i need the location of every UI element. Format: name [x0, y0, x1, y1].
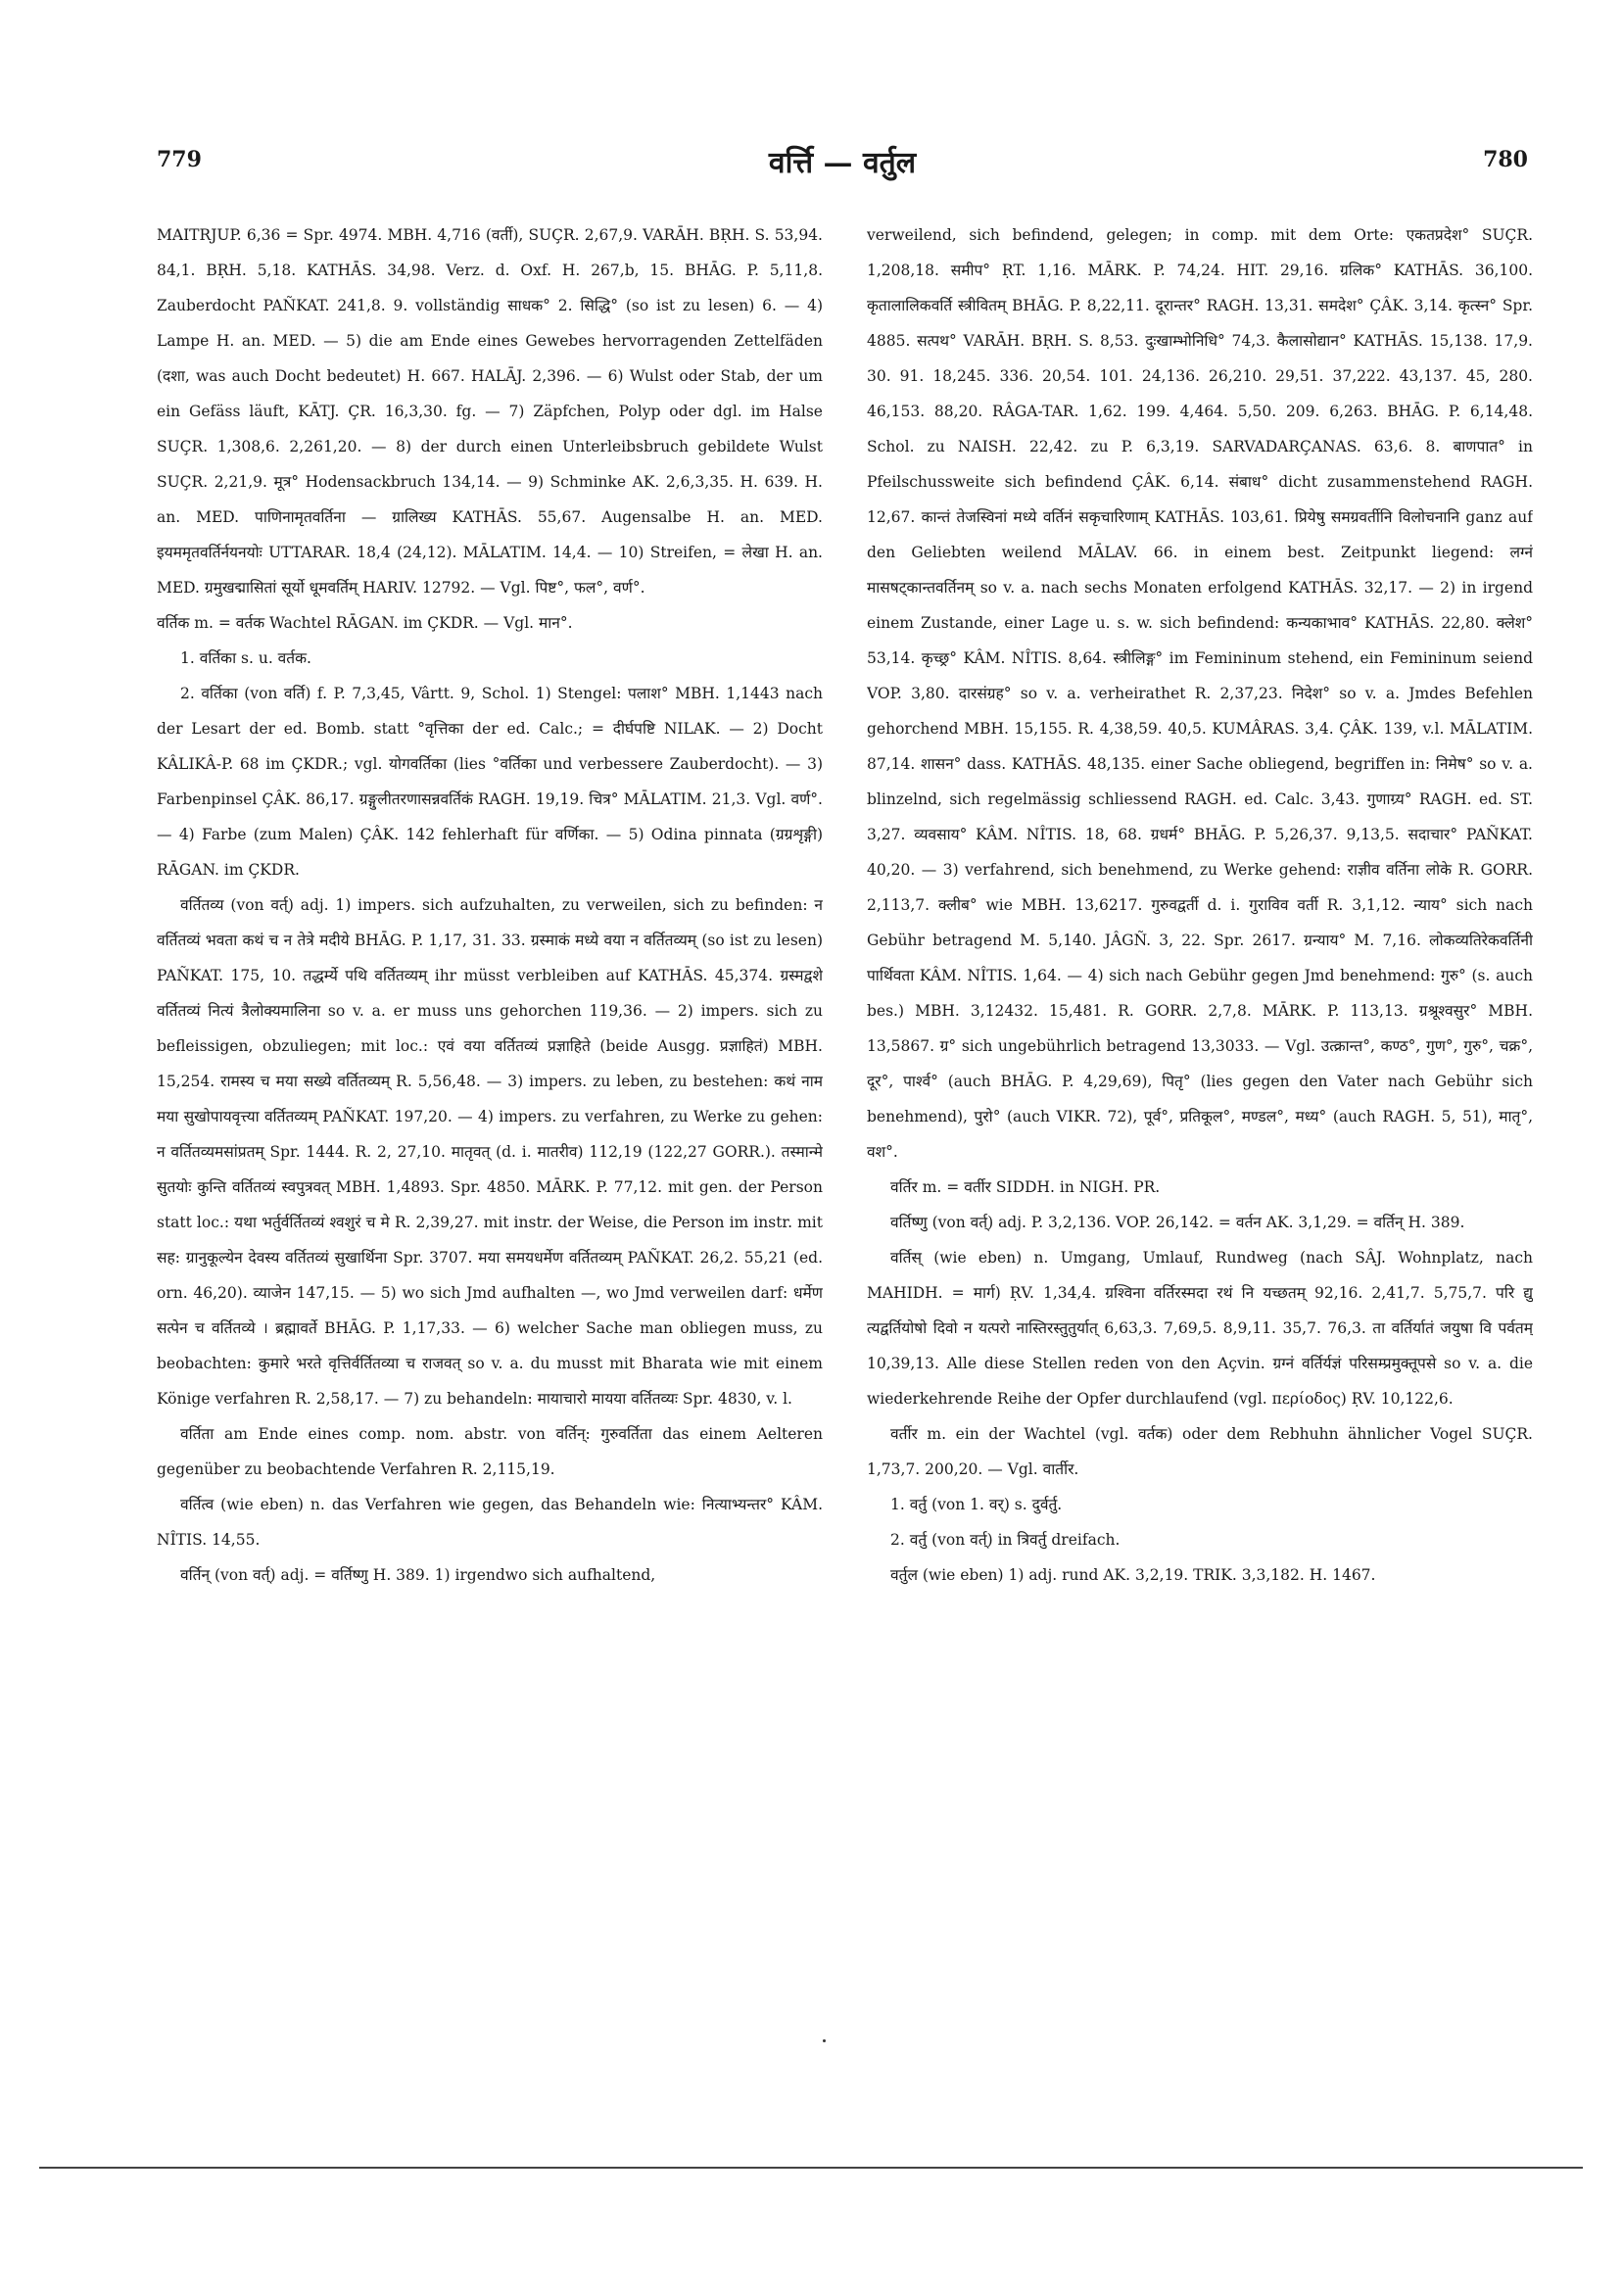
dictionary-entry: 1. वर्तिका s. u. वर्तक. [180, 649, 311, 667]
dictionary-entry: वर्तीर m. ein der Wachtel (vgl. वर्तक) oder dem Rebhuhn ähnlicher Vogel SUÇR. 1,73,7. 200,20. — Vgl. वार्तीर. [867, 1425, 1533, 1478]
dictionary-entry: वर्तितव्य (von वर्त्) adj. 1) impers. sich aufzuhalten, zu verweilen, sich zu befinden: न वर्तितव्यं भवता कथं च न तेत्रे मदीये BHĀG. P. 1,17, 31. 33. ग्रस्माकं मध्ये वया न वर्तितव्यम् (so ist zu lesen) PAÑKAT. 175, 10. तद्धर्म्ये पथि वर्तितव्यम् ihr müsst verbleiben auf KATHĀS. 45,374. ग्रस्मद्वशे वर्तितव्यं नित्यं त्रैलोक्यमालिना so v. a. er muss uns gehorchen 119,36. — 2) impers. sich zu befleissigen, obzuliegen; mit loc.: एवं वया वर्तितव्यं प्रज्ञाहिते (beide Ausgg. प्रज्ञाहितं) MBH. 15,254. रामस्य च मया सख्ये वर्तितव्यम् R. 5,56,48. — 3) impers. zu leben, zu bestehen: कथं नाम मया सुखोपायवृत्त्या वर्तितव्यम् PAÑKAT. 197,20. — 4) impers. zu verfahren, zu Werke zu gehen: न वर्तितव्यमसांप्रतम् Spr. 1444. R. 2, 27,10. मातृवत् (d. i. मातरीव) 112,19 (122,27 GORR.). तस्मान्मे सुतयोः कुन्ति वर्तितव्यं स्वपुत्रवत् MBH. 1,4893. Spr. 4850. MĀRK. P. 77,12. mit gen. der Person statt loc.: यथा भर्तुर्वर्तितव्यं श्वशुरं च मे R. 2,39,27. mit instr. der Weise, die Person im instr. mit सह: ग्रानुकूल्येन देवस्य वर्तितव्यं सुखार्थिना Spr. 3707. मया समयधर्मेण वर्तितव्यम् PAÑKAT. 26,2. 55,21 (ed. orn. 46,20). व्याजेन 147,15. — 5) wo sich Jmd aufhalten —, wo Jmd verweilen darf: धर्मेण सत्पेन च वर्तितव्ये । ब्रह्मावर्ते BHĀG. P. 1,17,33. — 6) welcher Sache man obliegen muss, zu beobachten: कुमारे भरते वृत्तिर्वर्तितव्या च राजवत् so v. a. du musst mit Bharata wie mit einem Könige verfahren R. 2,58,17. — 7) zu behandeln: मायाचारो मायया वर्तितव्यः Spr. 4830, v. l. [157, 896, 823, 1408]
footer-rule [39, 2167, 1583, 2169]
page-number-left: 779 [157, 147, 202, 172]
page-header [157, 147, 1528, 196]
page-number-right: 780 [1483, 147, 1528, 172]
dictionary-entry: वर्तिक m. = वर्तक Wachtel RĀGAN. im ÇKDR. — Vgl. मान°. [157, 614, 573, 632]
dictionary-entry: 2. वर्तु (von वर्त्) in त्रिवर्तु dreifach. [890, 1531, 1121, 1549]
ink-speck [823, 2039, 826, 2042]
running-title: वर्त्ति — वर्तुल [768, 146, 917, 180]
dictionary-entry: वर्तिन् (von वर्त्) adj. = वर्तिष्णु H. 389. 1) irgendwo sich aufhaltend, [180, 1566, 656, 1584]
dictionary-entry: वर्तिष्णु (von वर्त्) adj. P. 3,2,136. VOP. 26,142. = वर्तन AK. 3,1,29. = वर्तिन् H. 389. [890, 1214, 1465, 1231]
dictionary-entry: वर्तिता am Ende eines comp. nom. abstr. von वर्तिन्: गुरुवर्तिता das einem Aelteren gegenüber zu beobachtende Verfahren R. 2,115,19. [157, 1425, 823, 1478]
dictionary-entry: वर्तिस् (wie eben) n. Umgang, Umlauf, Rundweg (nach SÂJ. Wohnplatz, nach MAHIDH. = मार्ग) ṚV. 1,34,4. ग्रश्विना वर्तिरस्मदा रथं नि यच्छतम् 92,16. 2,41,7. 5,75,7. परि द्यु त्यद्वर्तियोषो दिवो न यत्परो नास्तिरस्तुतुर्यात् 6,63,3. 7,69,5. 8,9,11. 35,7. 76,3. ता वर्तिर्यातं जयुषा वि पर्वतम् 10,39,13. Alle diese Stellen reden von den Açvin. ग्रग्नं वर्तिर्यज्ञं परिसम्प्रमुक्तूपसे so v. a. die wiederkehrende Reihe der Opfer durchlaufend (vgl. περίοδος) ṚV. 10,122,6. [867, 1249, 1533, 1408]
dictionary-entry: वर्तुल (wie eben) 1) adj. rund AK. 3,2,19. TRIK. 3,3,182. H. 1467. [890, 1566, 1376, 1584]
dictionary-entry: MAITRJUP. 6,36 = Spr. 4974. MBH. 4,716 (वर्ती), SUÇR. 2,67,9. VARĀH. BṚH. S. 53,94. 84,1. BṚH. 5,18. KATHĀS. 34,98. Verz. d. Oxf. H. 267,b, 15. BHĀG. P. 5,11,8. Zauberdocht PAÑKAT. 241,8. 9. vollständig साधक° 2. सिद्धि° (so ist zu lesen) 6. — 4) Lampe H. an. MED. — 5) die am Ende eines Gewebes hervorragenden Zettelfäden (दशा, was auch Docht bedeutet) H. 667. HALĀJ. 2,396. — 6) Wulst oder Stab, der um ein Gefäss läuft, KĀTJ. ÇR. 16,3,30. fg. — 7) Zäpfchen, Polyp oder dgl. im Halse SUÇR. 1,308,6. 2,261,20. — 8) der durch einen Unterleibsbruch gebildete Wulst SUÇR. 2,21,9. मूत्र° Hodensackbruch 134,14. — 9) Schminke AK. 2,6,3,35. H. 639. H. an. MED. पाणिनामृतवर्तिना — ग्रालिख्य KATHĀS. 55,67. Augensalbe H. an. MED. इयममृतवर्तिर्नयनयोः UTTARAR. 18,4 (24,12). MĀLATIM. 14,4. — 10) Streifen, = लेखा H. an. MED. ग्रमुखद्मासितां सूर्यो धूमवर्तिम् HARIV. 12792. — Vgl. पिष्ट°, फल°, वर्ण°. [157, 226, 823, 597]
dictionary-entry: 2. वर्तिका (von वर्ति) f. P. 7,3,45, Vârtt. 9, Schol. 1) Stengel: पलाश° MBH. 1,1443 nach der Lesart der ed. Bomb. statt °वृत्तिका der ed. Calc.; = दीर्घपष्टि NILAK. — 2) Docht KÂLIKÂ-P. 68 im ÇKDR.; vgl. योगवर्तिका (lies °वर्तिका und verbessere Zauberdocht). — 3) Farbenpinsel ÇÂK. 86,17. ग्रङ्गुलीतरणासन्नवर्तिकं RAGH. 19,19. चित्र° MĀLATIM. 21,3. Vgl. वर्ण°. — 4) Farbe (zum Malen) ÇÂK. 142 fehlerhaft für वर्णिका. — 5) Odina pinnata (ग्रग्रशृङ्गी) RĀGAN. im ÇKDR. [157, 685, 823, 879]
left-column [157, 217, 823, 2157]
dictionary-entry: 1. वर्तु (von 1. वर्) s. दुर्वर्तु. [890, 1496, 1063, 1513]
dictionary-entry: वर्तित्व (wie eben) n. das Verfahren wie gegen, das Behandeln wie: नित्याभ्यन्तर° KÂM. NÎTIS. 14,55. [157, 1496, 823, 1549]
dictionary-entry: वर्तिर m. = वर्तीर SIDDH. in NIGH. PR. [890, 1178, 1161, 1196]
dictionary-entry: verweilend, sich befindend, gelegen; in comp. mit dem Orte: एकतप्रदेश° SUÇR. 1,208,18. समीप° ṚT. 1,16. MĀRK. P. 74,24. HIT. 29,16. ग्रलिक° KATHĀS. 36,100. कृतालालिकवर्ति स्त्रीवितम् BHĀG. P. 8,22,11. दूरान्तर° RAGH. 13,31. समदेश° ÇÂK. 3,14. कृत्स्न° Spr. 4885. सत्पथ° VARĀH. BṚH. S. 8,53. दुःखाम्भोनिधि° 74,3. कैलासोद्यान° KATHĀS. 15,138. 17,9. 30. 91. 18,245. 336. 20,54. 101. 24,136. 26,210. 29,51. 37,222. 43,137. 45, 280. 46,153. 88,20. RÂGA-TAR. 1,62. 199. 4,464. 5,50. 209. 6,263. BHĀG. P. 6,14,48. Schol. zu NAISH. 22,42. zu P. 6,3,19. SARVADARÇANAS. 63,6. 8. बाणपात° in Pfeilschussweite sich befindend ÇÂK. 6,14. संबाध° dicht zusammenstehend RAGH. 12,67. कान्तं तेजस्विनां मध्ये वर्तिनं सकृचारिणाम् KATHĀS. 103,61. प्रियेषु समग्रवर्तीनि विलोचनानि ganz auf den Geliebten weilend MĀLAV. 66. in einem best. Zeitpunkt liegend: लग्नं मासषट्कान्तवर्तिनम् so v. a. nach sechs Monaten erfolgend KATHĀS. 32,17. — 2) in irgend einem Zustande, einer Lage u. s. w. sich befindend: कन्यकाभाव° KATHĀS. 22,80. क्लेश° 53,14. कृच्छ्र° KÂM. NÎTIS. 8,64. स्त्रीलिङ्ग° im Femininum stehend, ein Femininum seiend VOP. 3,80. दारसंग्रह° so v. a. verheirathet R. 2,37,23. निदेश° so v. a. Jmdes Befehlen gehorchend MBH. 15,155. R. 4,38,59. 40,5. KUMÂRAS. 3,4. ÇÂK. 139, v.l. MĀLATIM. 87,14. शासन° dass. KATHĀS. 48,135. einer Sache obliegend, begriffen in: निमेष° so v. a. blinzelnd, sich regelmässig schliessend RAGH. ed. Calc. 3,43. गुणाग्र्य° RAGH. ed. ST. 3,27. व्यवसाय° KÂM. NÎTIS. 18, 68. ग्रधर्म° BHĀG. P. 5,26,37. 9,13,5. सदाचार° PAÑKAT. 40,20. — 3) verfahrend, sich benehmend, zu Werke gehend: राज्ञीव वर्तिना लोके R. GORR. 2,113,7. क्लीब° wie MBH. 13,6217. गुरुवद्वर्ती d. i. गुराविव वर्ती R. 3,1,12. न्याय° sich nach Gebühr betragend M. 5,140. JÂGÑ. 3, 22. Spr. 2617. ग्रन्याय° M. 7,16. लोकव्यतिरेकवर्तिनी पार्थिवता KÂM. NÎTIS. 1,64. — 4) sich nach Gebühr gegen Jmd benehmend: गुरु° (s. auch bes.) MBH. 3,12432. 15,481. R. GORR. 2,7,8. MĀRK. P. 113,13. ग्रश्रूश्वसुर° MBH. 13,5867. ग्र° sich ungebührlich betragend 13,3033. — Vgl. उत्क्रान्त°, कण्ठ°, गुण°, गुरु°, चक्र°, दूर°, पार्श्व° (auch BHĀG. P. 4,29,69), पितृ° (lies gegen den Vater nach Gebühr sich benehmend), पुरो° (auch VIKR. 72), पूर्व°, प्रतिकूल°, मण्डल°, मध्य° (auch RAGH. 5, 51), मातृ°, वश°. [867, 226, 1533, 1161]
right-column [867, 217, 1533, 2157]
